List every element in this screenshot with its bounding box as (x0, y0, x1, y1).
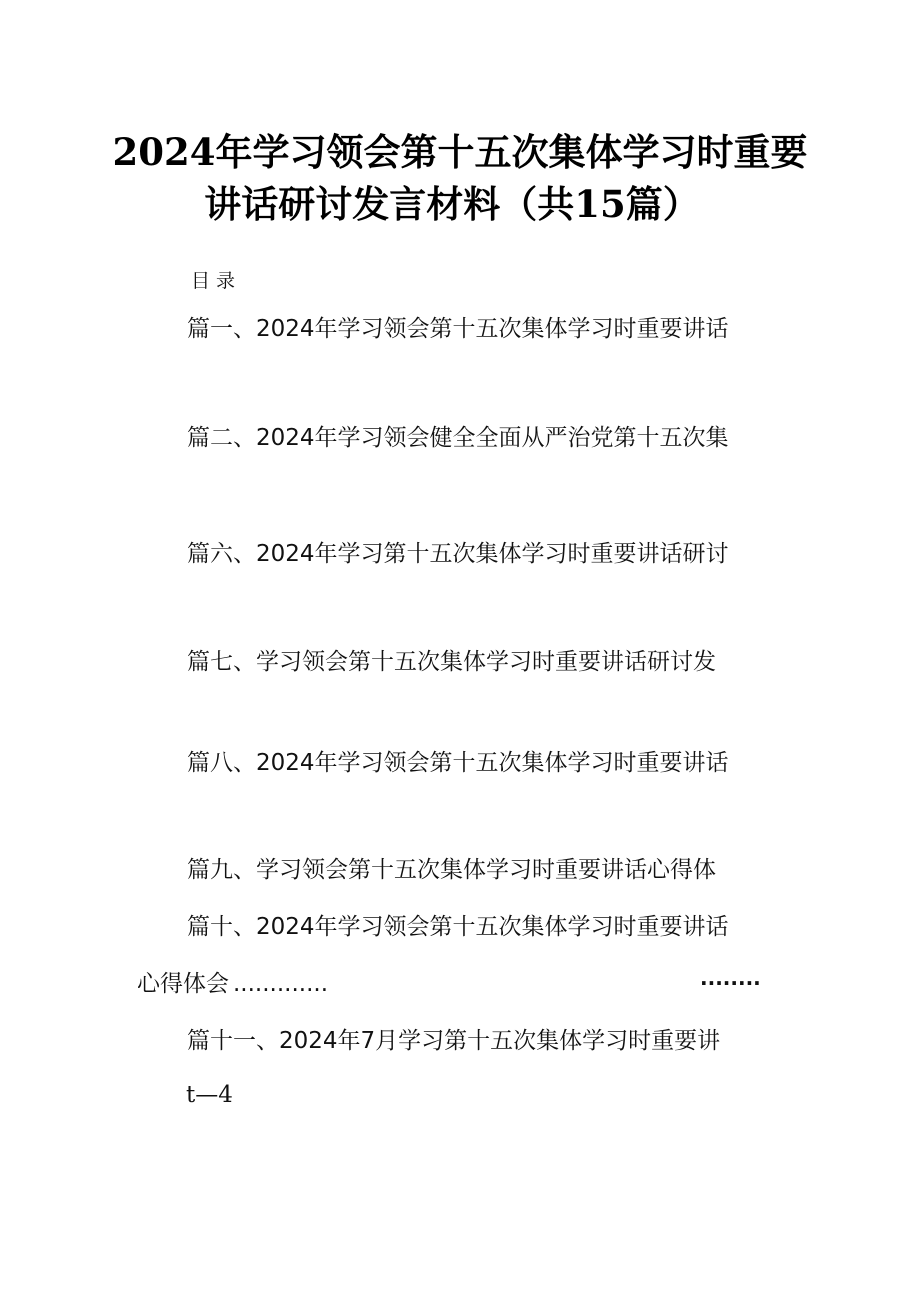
toc-entry-10-continuation: 心得体会 (137, 971, 229, 997)
toc-entry-1[interactable]: 篇一、2024年学习领会第十五次集体学习时重要讲话 (187, 316, 729, 342)
toc-entry-9[interactable]: 篇九、学习领会第十五次集体学习时重要讲话心得体 (187, 857, 716, 883)
toc-entry-10-leader-dots-right: ........ (700, 966, 761, 990)
toc-entry-10[interactable]: 篇十、2024年学习领会第十五次集体学习时重要讲话 (187, 914, 729, 940)
document-title-line-2: 讲话研讨发言材料（共15篇） (204, 182, 700, 226)
toc-entry-7[interactable]: 篇七、学习领会第十五次集体学习时重要讲话研讨发 (187, 649, 716, 675)
toc-entry-6[interactable]: 篇六、2024年学习第十五次集体学习时重要讲话研讨 (187, 541, 729, 567)
toc-entry-8[interactable]: 篇八、2024年学习领会第十五次集体学习时重要讲话 (187, 750, 729, 776)
toc-entry-10-leader-dots: ............. (233, 971, 329, 997)
toc-entry-11[interactable]: 篇十一、2024年7月学习第十五次集体学习时重要讲 (187, 1028, 721, 1054)
toc-entry-11-continuation: t—4 (186, 1082, 233, 1108)
document-title-line-1: 2024年学习领会第十五次集体学习时重要 (112, 130, 808, 174)
toc-entry-2[interactable]: 篇二、2024年学习领会健全全面从严治党第十五次集 (187, 425, 729, 451)
toc-heading: 目录 (191, 270, 242, 292)
